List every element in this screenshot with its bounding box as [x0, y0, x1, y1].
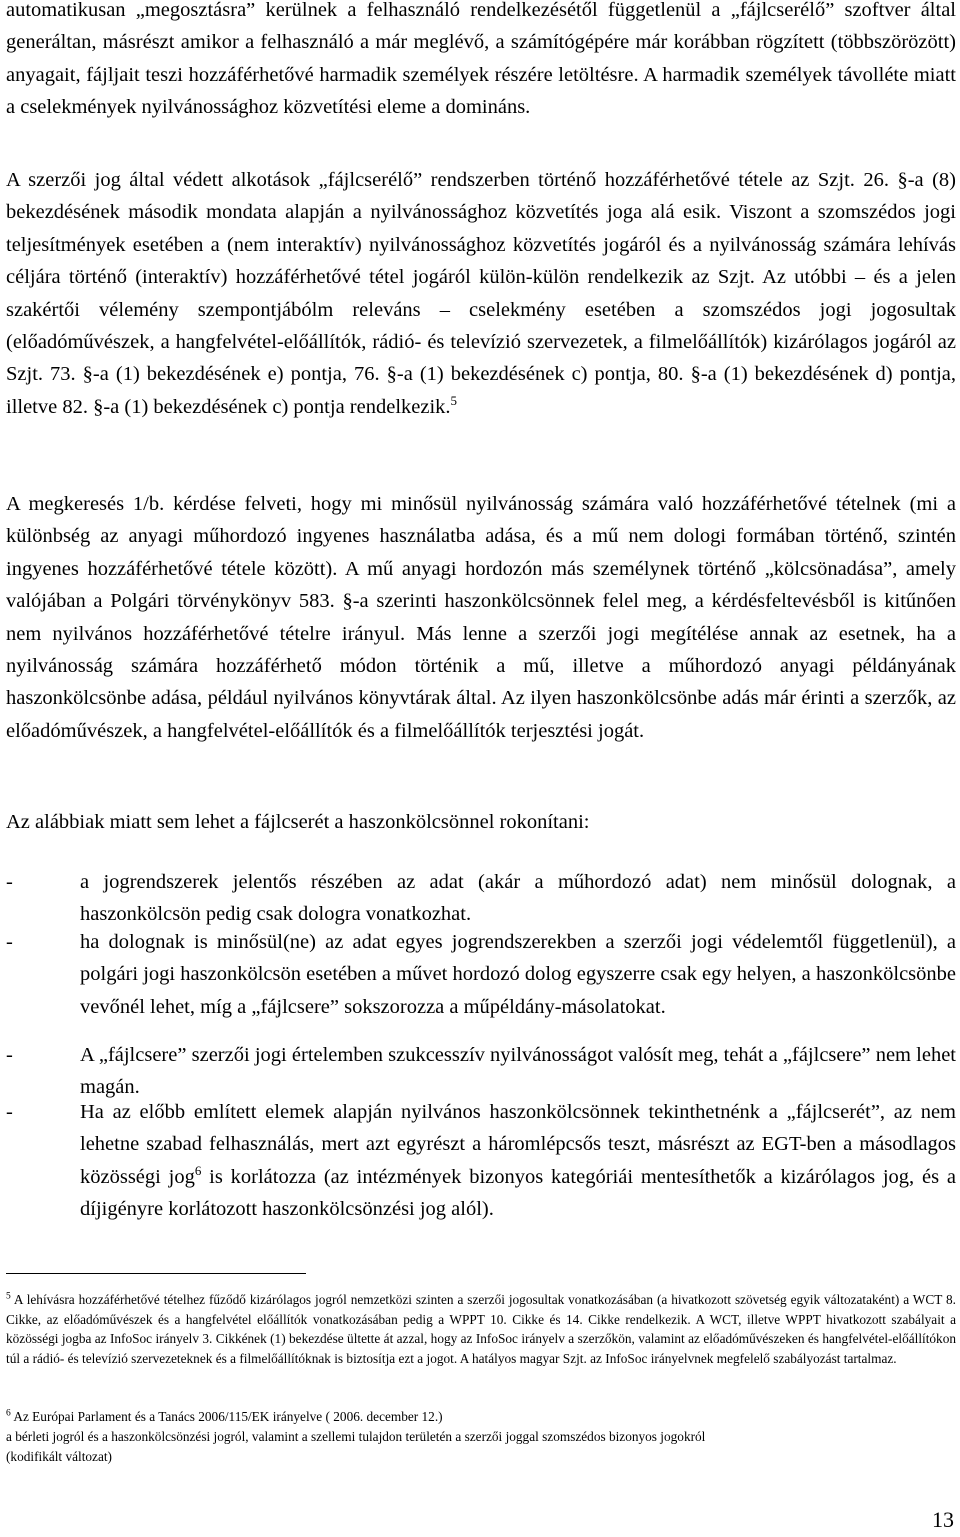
list-item-text: a jogrendszerek jelentős részében az adat (akár a műhordozó adat) nem minősül dolognak, a haszonkölcsön pedig csak dologra vonatkozhat.: [80, 871, 956, 926]
footnote-5-text: A lehívásra hozzáférhetővé tételhez fűződő kizárólagos jogról nemzetközi szinten a szerzői jogosultak vonatkozásában (a hivatkozott szövetség egyik változataként) a WCT 8. Cikke, az előadóművészek és a hangfelvétel előállítók vonatkozásában pedig a WPPT 10. Cikke és 14. Cikke rendelkezik. A WCT, illetve WPPT hivatkozott szabályait a közösségi jogba az InfoSoc irányelv 3. Cikkének (1) bekezdése ültette át azzal, hogy az InfoSoc irányelv a szerzőkön, valamint az előadóművészeken és hangfelvétel-előállítókon túl a rádió- és televízió szervezeteknek és a filmelőállítóknak is biztosítja ezt a jogot. A hatályos magyar Szjt. az InfoSoc irányelvnek megfelelő szabályozást tartalmaz.: [6, 1292, 956, 1366]
paragraph-1: [6, 0, 956, 124]
footnote-6-cont: [6, 1427, 956, 1447]
footnote-ref-6[interactable]: 6: [194, 1162, 202, 1178]
list-dash: -: [6, 1044, 13, 1066]
paragraph-2: [6, 164, 956, 423]
footnote-6-cont: [6, 1447, 956, 1467]
list-item-text: A „fájlcsere” szerzői jogi értelemben szukcesszív nyilvánosságot valósít meg, tehát a „fájlcsere” nem lehet magán.: [80, 1044, 956, 1099]
paragraph-4: [6, 806, 956, 838]
footnote-5: [6, 1290, 956, 1368]
list-item-4-text-a: Ha az előbb említett elemek alapján nyilvános haszonkölcsönnek tekinthetnénk a „fájlcserét”, az nem lehetne szabad felhasználás, mert azt egyrészt a háromlépcsős teszt, másrészt az EGT-ben a másodlagos közösségi jog: [80, 1101, 956, 1188]
footnote-6: [6, 1407, 956, 1427]
footnote-6-line-2: a bérleti jogról és a haszonkölcsönzési jogról, valamint a szellemi tulajdon területén a szerzői joggal szomszédos bizonyos jogokról: [6, 1429, 706, 1444]
footnote-5-number: 5: [6, 1291, 11, 1302]
paragraph-1-text: automatikusan „megosztásra” kerülnek a felhasználó rendelkezésétől függetlenül a „fájlcserélő” szoftver által generáltan, másrészt amikor a felhasználó a már meglévő, a számítógépére már korábban rögzített (többszörözött) anyagait, fájljait teszi hozzáférhetővé harmadik személyek részére letöltésre. A harmadik személyek távolléte miatt a cselekmények nyilvánossághoz közvetítési eleme a domináns.: [6, 0, 956, 119]
list-dash: -: [6, 931, 13, 953]
footnote-6-line-3: (kodifikált változat): [6, 1449, 112, 1464]
paragraph-2-text: A szerzői jog által védett alkotások „fájlcserélő” rendszerben történő hozzáférhetővé tétele az Szjt. 26. §-a (8) bekezdésének második mondata alapján a nyilvánossághoz közvetítés joga alá esik. Viszont a szomszédos jogi teljesítmények esetében a (nem interaktív) nyilvánossághoz közvetítés jogáról és a nyilvánosság számára lehívás céljára történő (interaktív) hozzáférhetővé tétel jogáról külön-külön rendelkezik az Szjt. Az utóbbi – és a jelen szakértői vélemény szempontjábólm releváns – cselekmény esetében a szomszédos jogi jogosultak (előadóművészek, a hangfelvétel-előállítók, rádió- és televízió szervezetek, a filmelőállítók) kizárólagos jogáról az Szjt. 73. §-a (1) bekezdésének e) pontja, 76. §-a (1) bekezdésének c) pontja, 80. §-a (1) bekezdésének d) pontja, illetve 82. §-a (1) bekezdésének c) pontja rendelkezik.: [6, 169, 956, 418]
footnote-6-number: 6: [6, 1408, 11, 1419]
paragraph-3: [6, 488, 956, 747]
list-dash: -: [6, 1101, 13, 1123]
footnote-separator: [6, 1273, 306, 1274]
footnote-ref-5[interactable]: 5: [450, 393, 458, 409]
list-item-text: ha dolognak is minősül(ne) az adat egyes jogrendszerekben a szerzői jogi védelemtől függetlenül), a polgári jogi haszonkölcsön esetében a művet hordozó dolog egyszerre csak egy helyen, a haszonkölcsönbe vevőnél lehet, míg a „fájlcsere” sokszorozza a műpéldány-másolatokat.: [80, 931, 956, 1018]
paragraph-4-text: Az alábbiak miatt sem lehet a fájlcserét a haszonkölcsönnel rokonítani:: [6, 811, 590, 833]
page-number: 13: [932, 1507, 954, 1532]
list-item-text: [80, 1096, 956, 1226]
footnote-6-line-1: Az Európai Parlament és a Tanács 2006/115/EK irányelve ( 2006. december 12.): [10, 1409, 443, 1424]
paragraph-3-text: A megkeresés 1/b. kérdése felveti, hogy mi minősül nyilvánosság számára való hozzáférhetővé tételnek (mi a különbség az anyagi műhordozó ingyenes használatba adása, és a mű nem dologi formában történő, szintén ingyenes hozzáférhetővé tétele között). A mű anyagi hordozón más személynek történő „kölcsönadása”, amely valójában a Polgári törvénykönyv 583. §-a szerinti haszonkölcsönnek felel meg, a kérdésfeltevésből is kitűnően nem nyilvános hozzáférhetővé tételre irányul. Más lenne a szerzői jogi megítélése annak az esetnek, ha a nyilvánosság számára hozzáférhető módon történik a mű, illetve a műhordozó anyagi példányának haszonkölcsönbe adása, például nyilvános könyvtárak által. Az ilyen haszonkölcsönbe adás már érinti a szerzők, az előadóművészek, a hangfelvétel-előállítók és a filmelőállítók terjesztési jogát.: [6, 493, 956, 742]
list-dash: -: [6, 871, 13, 893]
list-item-4-text-b: is korlátozza (az intézmények bizonyos kategóriái mentesíthetők a kizárólagos jog, és a díjigényre korlátozott haszonkölcsönzési jog alól).: [80, 1165, 956, 1221]
